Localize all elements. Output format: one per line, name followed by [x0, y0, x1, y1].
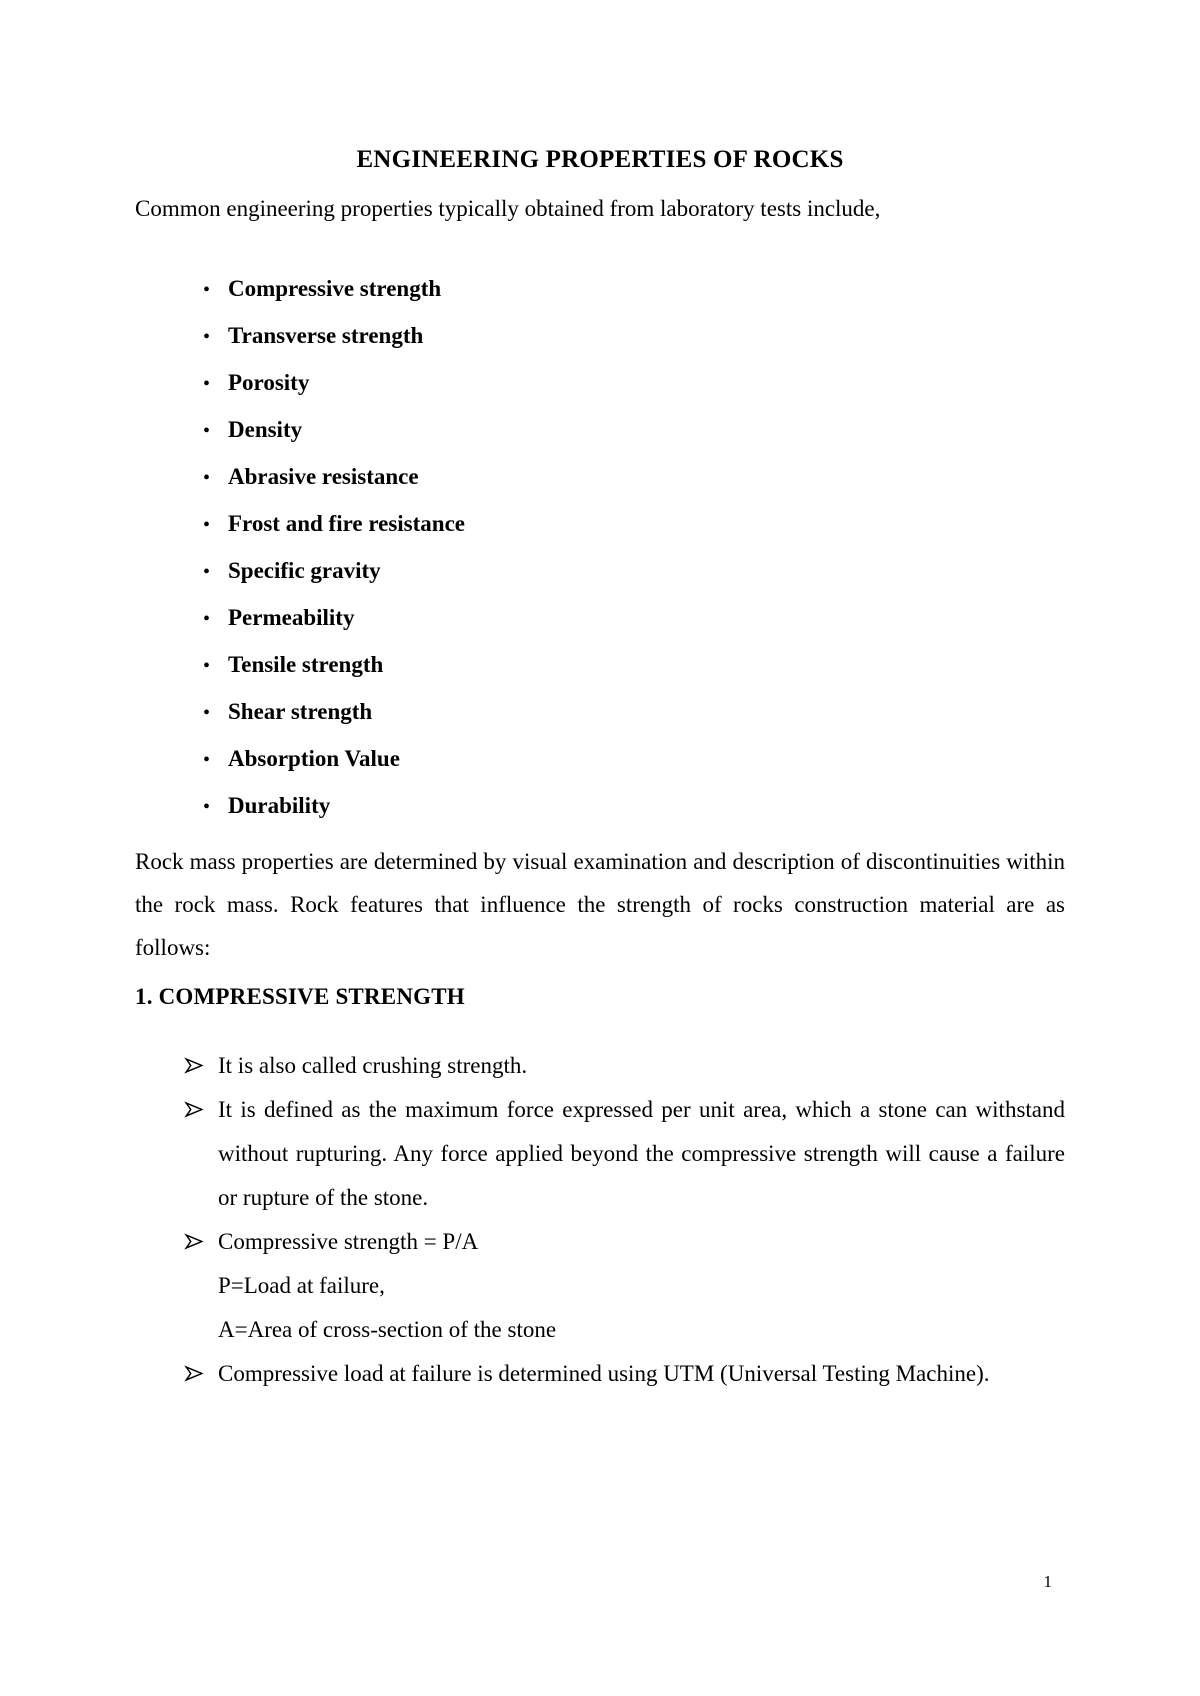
property-list-item — [135, 266, 1065, 313]
property-item-label: Absorption Value — [228, 746, 400, 771]
section-heading-compressive-strength: 1. COMPRESSIVE STRENGTH — [135, 984, 465, 1009]
document-title: ENGINEERING PROPERTIES OF ROCKS — [356, 146, 844, 173]
property-item-label: Density — [228, 417, 303, 442]
compressive-strength-points-list — [135, 1044, 1065, 1396]
intro-paragraph: Common engineering properties typically obtained from laboratory tests include, — [135, 196, 881, 221]
property-list-item — [135, 454, 1065, 501]
bullet-dot-icon: • — [203, 326, 211, 348]
bullet-dot-icon: • — [203, 467, 211, 489]
property-item-label: Transverse strength — [228, 323, 424, 348]
property-list-item — [135, 595, 1065, 642]
point-list-item — [135, 1352, 1065, 1396]
point-list-item — [135, 1044, 1065, 1088]
property-list-item — [135, 783, 1065, 830]
property-list-item — [135, 407, 1065, 454]
property-item-label: Abrasive resistance — [228, 464, 419, 489]
property-list-item — [135, 548, 1065, 595]
arrowhead-bullet-icon — [183, 1044, 218, 1088]
property-item-label: Shear strength — [228, 699, 373, 724]
bullet-dot-icon: • — [203, 608, 211, 630]
property-list-item — [135, 313, 1065, 360]
bullet-dot-icon: • — [203, 561, 211, 583]
property-list-item — [135, 360, 1065, 407]
bullet-dot-icon: • — [203, 702, 211, 724]
property-list-item — [135, 501, 1065, 548]
point-list-item — [135, 1088, 1065, 1220]
page-number: 1 — [1043, 1572, 1052, 1591]
point-subline: A=Area of cross-section of the stone — [218, 1317, 557, 1342]
properties-bullet-list — [135, 266, 1065, 830]
bullet-dot-icon: • — [203, 749, 211, 771]
bullet-dot-icon: • — [203, 279, 211, 301]
property-item-label: Compressive strength — [228, 276, 442, 301]
property-list-item — [135, 642, 1065, 689]
bullet-dot-icon: • — [203, 514, 211, 536]
bullet-dot-icon: • — [203, 420, 211, 442]
bullet-dot-icon: • — [203, 655, 211, 677]
point-text: Compressive load at failure is determined using UTM (Universal Testing Machine). — [218, 1361, 990, 1386]
property-item-label: Porosity — [228, 370, 310, 395]
bullet-dot-icon: • — [203, 796, 211, 818]
point-text: It is defined as the maximum force expressed per unit area, which a stone can withstand without rupturing. Any force applied beyond the compressive strength will cause a failure or rupture of the stone. — [218, 1097, 1065, 1210]
rock-mass-paragraph: Rock mass properties are determined by visual examination and description of discontinuities within the rock mass. Rock features that influence the strength of rocks construction material are as follows: — [135, 849, 1065, 960]
arrowhead-bullet-icon — [183, 1088, 218, 1132]
point-subline: P=Load at failure, — [218, 1273, 385, 1298]
arrowhead-bullet-icon — [183, 1352, 218, 1396]
arrowhead-bullet-icon — [183, 1220, 218, 1264]
bullet-dot-icon: • — [203, 373, 211, 395]
property-item-label: Permeability — [228, 605, 355, 630]
property-item-label: Frost and fire resistance — [228, 511, 465, 536]
property-item-label: Specific gravity — [228, 558, 381, 583]
point-list-item — [135, 1220, 1065, 1352]
point-text: It is also called crushing strength. — [218, 1053, 528, 1078]
point-text: Compressive strength = P/A — [218, 1229, 479, 1254]
property-item-label: Durability — [228, 793, 331, 818]
property-list-item — [135, 689, 1065, 736]
property-list-item — [135, 736, 1065, 783]
property-item-label: Tensile strength — [228, 652, 384, 677]
